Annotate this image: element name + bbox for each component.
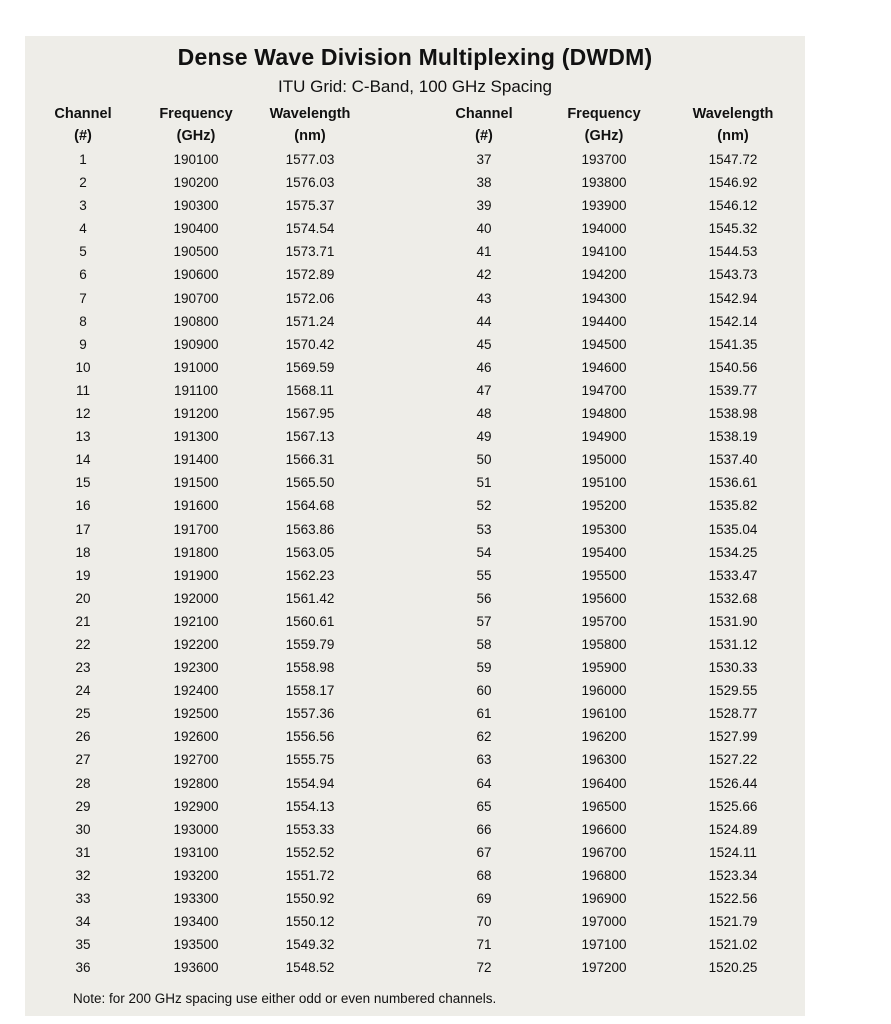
cell-channel: 19 [75, 567, 91, 583]
cell-wavelength: 1537.40 [708, 452, 758, 468]
cell-frequency: 190400 [173, 221, 219, 237]
cell-frequency: 192700 [173, 752, 219, 768]
cell-frequency: 192900 [173, 798, 219, 814]
cell-frequency: 191500 [173, 475, 219, 491]
cell-channel: 48 [476, 406, 492, 422]
cell-channel: 20 [75, 590, 91, 606]
cell-frequency: 192200 [173, 636, 219, 652]
cell-wavelength: 1527.22 [708, 752, 758, 768]
table-row [25, 448, 805, 471]
cell-wavelength: 1567.95 [285, 406, 335, 422]
cell-channel: 25 [75, 706, 91, 722]
table-row [25, 702, 805, 725]
cell-wavelength: 1523.34 [708, 867, 758, 883]
table-row [25, 402, 805, 425]
cell-frequency: 197000 [581, 914, 627, 930]
cell-frequency: 196900 [581, 891, 627, 906]
cell-wavelength: 1543.73 [708, 267, 758, 283]
cell-wavelength: 1521.79 [708, 914, 758, 930]
table-row [25, 587, 805, 610]
cell-frequency: 190500 [173, 244, 219, 260]
cell-wavelength: 1563.05 [285, 544, 335, 560]
cell-channel: 64 [476, 775, 492, 791]
cell-wavelength: 1560.61 [285, 613, 335, 629]
header-line2: (nm) [717, 128, 749, 144]
cell-frequency: 195000 [581, 452, 627, 468]
cell-frequency: 193300 [173, 891, 219, 906]
cell-wavelength: 1553.33 [285, 821, 335, 837]
cell-frequency: 193200 [173, 867, 219, 883]
cell-frequency: 193900 [581, 198, 627, 214]
cell-frequency: 196300 [581, 752, 627, 768]
header-wavelength-left [270, 103, 351, 147]
cell-frequency: 191100 [173, 382, 219, 398]
cell-wavelength: 1520.25 [708, 960, 758, 976]
cell-frequency: 195400 [581, 544, 627, 560]
cell-channel: 15 [75, 475, 91, 491]
cell-channel: 29 [75, 798, 91, 814]
cell-frequency: 194500 [581, 336, 627, 352]
cell-channel: 12 [75, 406, 91, 422]
table-row [25, 333, 805, 356]
table-row [25, 725, 805, 748]
cell-channel: 22 [75, 636, 91, 652]
cell-frequency: 191000 [173, 359, 219, 375]
cell-wavelength: 1530.33 [708, 660, 758, 676]
cell-channel: 70 [476, 914, 492, 930]
cell-wavelength: 1540.56 [708, 359, 758, 375]
cell-wavelength: 1524.89 [708, 821, 758, 837]
table-row [25, 772, 805, 795]
cell-frequency: 194400 [581, 313, 627, 329]
cell-channel: 36 [75, 960, 91, 976]
table-row [25, 356, 805, 379]
cell-channel: 9 [79, 336, 87, 352]
cell-frequency: 191300 [173, 429, 219, 445]
cell-wavelength: 1554.94 [285, 775, 335, 791]
cell-frequency: 191900 [173, 567, 219, 583]
cell-channel: 8 [79, 313, 87, 329]
cell-frequency: 192600 [173, 729, 219, 745]
table-row [25, 287, 805, 310]
header-line2: (#) [74, 128, 92, 144]
cell-wavelength: 1565.50 [285, 475, 335, 491]
cell-frequency: 196800 [581, 867, 627, 883]
cell-frequency: 195500 [581, 567, 627, 583]
cell-wavelength: 1550.92 [285, 891, 335, 906]
cell-wavelength: 1532.68 [708, 590, 758, 606]
dwdm-table-sheet [25, 36, 805, 1016]
cell-wavelength: 1529.55 [708, 683, 758, 699]
cell-frequency: 191700 [173, 521, 219, 537]
cell-frequency: 191600 [173, 498, 219, 514]
cell-channel: 47 [476, 382, 492, 398]
cell-frequency: 197200 [581, 960, 627, 976]
cell-wavelength: 1572.06 [285, 290, 335, 306]
cell-wavelength: 1566.31 [285, 452, 335, 468]
cell-wavelength: 1522.56 [708, 891, 758, 906]
cell-wavelength: 1558.17 [285, 683, 335, 699]
cell-channel: 27 [75, 752, 91, 768]
cell-channel: 65 [476, 798, 492, 814]
cell-channel: 42 [476, 267, 492, 283]
cell-channel: 10 [75, 359, 91, 375]
cell-wavelength: 1574.54 [285, 221, 335, 237]
cell-wavelength: 1542.14 [708, 313, 758, 329]
cell-frequency: 195100 [581, 475, 627, 491]
cell-frequency: 193600 [173, 960, 219, 976]
page-title: Dense Wave Division Multiplexing (DWDM) [177, 44, 653, 70]
table-row [25, 425, 805, 448]
cell-channel: 66 [476, 821, 492, 837]
cell-frequency: 195700 [581, 613, 627, 629]
cell-wavelength: 1548.52 [285, 960, 335, 976]
cell-channel: 31 [75, 844, 91, 860]
cell-wavelength: 1528.77 [708, 706, 758, 722]
cell-channel: 55 [476, 567, 492, 583]
header-line1: Wavelength [692, 106, 774, 122]
cell-wavelength: 1549.32 [285, 937, 335, 953]
cell-channel: 28 [75, 775, 91, 791]
cell-channel: 59 [476, 660, 492, 676]
header-line1: Channel [54, 106, 112, 122]
header-line2: (nm) [294, 128, 326, 144]
table-row [25, 564, 805, 587]
cell-channel: 57 [476, 613, 492, 629]
cell-channel: 67 [476, 844, 492, 860]
header-line1: Wavelength [269, 106, 351, 122]
header-line1: Frequency [159, 106, 233, 122]
cell-frequency: 190900 [173, 336, 219, 352]
cell-channel: 71 [476, 937, 492, 953]
cell-channel: 30 [75, 821, 91, 837]
cell-frequency: 196700 [581, 844, 627, 860]
cell-wavelength: 1564.68 [285, 498, 335, 514]
cell-channel: 46 [476, 359, 492, 375]
cell-frequency: 192500 [173, 706, 219, 722]
table-row [25, 240, 805, 263]
table-row [25, 518, 805, 541]
cell-frequency: 192400 [173, 683, 219, 699]
cell-wavelength: 1544.53 [708, 244, 758, 260]
cell-frequency: 190700 [173, 290, 219, 306]
cell-wavelength: 1533.47 [708, 567, 758, 583]
cell-wavelength: 1573.71 [285, 244, 335, 260]
cell-wavelength: 1546.92 [708, 175, 758, 191]
cell-frequency: 195300 [581, 521, 627, 537]
cell-wavelength: 1568.11 [286, 382, 334, 398]
cell-channel: 26 [75, 729, 91, 745]
cell-wavelength: 1539.77 [708, 382, 758, 398]
table-row [25, 656, 805, 679]
cell-frequency: 193800 [581, 175, 627, 191]
cell-wavelength: 1538.98 [708, 406, 758, 422]
cell-frequency: 190800 [173, 313, 219, 329]
cell-wavelength: 1562.23 [285, 567, 335, 583]
table-row [25, 494, 805, 517]
cell-channel: 5 [79, 244, 87, 260]
cell-channel: 44 [476, 313, 492, 329]
table-row [25, 310, 805, 333]
cell-wavelength: 1558.98 [285, 660, 335, 676]
cell-wavelength: 1541.35 [708, 336, 758, 352]
cell-channel: 16 [75, 498, 91, 514]
footnote: Note: for 200 GHz spacing use either odd or even numbered channels. [73, 991, 497, 1006]
table-header [25, 103, 805, 149]
cell-wavelength: 1575.37 [285, 198, 335, 214]
cell-channel: 45 [476, 336, 492, 352]
cell-channel: 52 [476, 498, 492, 514]
cell-frequency: 196100 [581, 706, 627, 722]
cell-channel: 35 [75, 937, 91, 953]
cell-wavelength: 1545.32 [708, 221, 758, 237]
cell-frequency: 190200 [173, 175, 219, 191]
cell-channel: 43 [476, 290, 492, 306]
table-row [25, 933, 805, 956]
cell-frequency: 194700 [581, 382, 627, 398]
cell-channel: 38 [476, 175, 492, 191]
cell-channel: 11 [75, 382, 91, 398]
cell-wavelength: 1526.44 [708, 775, 758, 791]
cell-wavelength: 1569.59 [285, 359, 335, 375]
cell-wavelength: 1555.75 [285, 752, 335, 768]
table-row [25, 679, 805, 702]
cell-frequency: 193400 [173, 914, 219, 930]
cell-frequency: 194800 [581, 406, 627, 422]
cell-wavelength: 1546.12 [708, 198, 758, 214]
cell-channel: 39 [476, 198, 492, 214]
table-row [25, 541, 805, 564]
cell-frequency: 193000 [173, 821, 219, 837]
cell-channel: 40 [476, 221, 492, 237]
table-row [25, 795, 805, 818]
cell-wavelength: 1542.94 [708, 290, 758, 306]
cell-channel: 7 [79, 290, 87, 306]
cell-frequency: 195600 [581, 590, 627, 606]
cell-frequency: 194200 [581, 267, 627, 283]
cell-channel: 62 [476, 729, 492, 745]
cell-frequency: 197100 [581, 937, 627, 953]
header-line1: Frequency [567, 106, 641, 122]
header-line2: (GHz) [176, 128, 216, 144]
cell-wavelength: 1571.24 [285, 313, 335, 329]
table-row [25, 864, 805, 887]
cell-frequency: 191400 [173, 452, 219, 468]
cell-channel: 34 [75, 914, 91, 930]
cell-channel: 32 [75, 867, 91, 883]
header-channel-right [455, 103, 512, 147]
cell-wavelength: 1559.79 [285, 636, 335, 652]
cell-wavelength: 1563.86 [285, 521, 335, 537]
cell-wavelength: 1577.03 [285, 152, 335, 167]
cell-frequency: 195900 [581, 660, 627, 676]
cell-frequency: 191200 [173, 406, 219, 422]
cell-channel: 68 [476, 867, 492, 883]
table-row [25, 379, 805, 402]
table-body [25, 148, 805, 979]
cell-wavelength: 1531.90 [708, 613, 758, 629]
cell-channel: 50 [476, 452, 492, 468]
table-row [25, 956, 805, 979]
cell-frequency: 190100 [173, 152, 219, 167]
cell-frequency: 194300 [581, 290, 627, 306]
cell-channel: 33 [75, 891, 91, 906]
cell-wavelength: 1535.04 [708, 521, 758, 537]
table-row [25, 194, 805, 217]
table-row [25, 887, 805, 910]
cell-channel: 6 [79, 267, 87, 283]
table-row [25, 610, 805, 633]
cell-frequency: 194600 [581, 359, 627, 375]
cell-frequency: 195200 [581, 498, 627, 514]
cell-frequency: 192300 [173, 660, 219, 676]
cell-wavelength: 1556.56 [285, 729, 335, 745]
cell-channel: 1 [79, 152, 87, 167]
cell-wavelength: 1570.42 [285, 336, 335, 352]
header-line2: (GHz) [584, 128, 624, 144]
cell-channel: 69 [476, 891, 492, 906]
header-line1: Channel [455, 106, 513, 122]
cell-wavelength: 1535.82 [708, 498, 758, 514]
cell-frequency: 196400 [581, 775, 627, 791]
cell-frequency: 191800 [173, 544, 219, 560]
header-wavelength-right [693, 103, 774, 147]
cell-channel: 4 [79, 221, 87, 237]
cell-wavelength: 1551.72 [285, 867, 335, 883]
cell-wavelength: 1547.72 [708, 152, 758, 167]
cell-frequency: 192100 [173, 613, 219, 629]
cell-channel: 60 [476, 683, 492, 699]
cell-wavelength: 1557.36 [285, 706, 335, 722]
cell-channel: 54 [476, 544, 492, 560]
cell-wavelength: 1525.66 [708, 798, 758, 814]
table-row [25, 633, 805, 656]
cell-frequency: 194900 [581, 429, 627, 445]
header-channel-left [54, 103, 111, 147]
cell-channel: 17 [75, 521, 91, 537]
cell-channel: 61 [476, 706, 492, 722]
cell-channel: 3 [79, 198, 87, 214]
cell-channel: 41 [476, 244, 492, 260]
table-row [25, 910, 805, 933]
table-row [25, 263, 805, 286]
cell-channel: 14 [75, 452, 91, 468]
cell-channel: 53 [476, 521, 492, 537]
cell-channel: 72 [476, 960, 492, 976]
cell-frequency: 196600 [581, 821, 627, 837]
table-row [25, 748, 805, 771]
cell-wavelength: 1536.61 [708, 475, 758, 491]
page-subtitle: ITU Grid: C-Band, 100 GHz Spacing [277, 77, 552, 96]
cell-wavelength: 1572.89 [285, 267, 335, 283]
cell-frequency: 192800 [173, 775, 219, 791]
header-line2: (#) [475, 128, 493, 144]
table-row [25, 148, 805, 171]
cell-wavelength: 1550.12 [285, 914, 335, 930]
cell-channel: 58 [476, 636, 492, 652]
cell-wavelength: 1521.02 [708, 937, 758, 953]
cell-frequency: 190600 [173, 267, 219, 283]
cell-frequency: 196200 [581, 729, 627, 745]
cell-wavelength: 1531.12 [708, 636, 758, 652]
table-row [25, 471, 805, 494]
header-frequency-right [567, 103, 640, 147]
cell-frequency: 194100 [581, 244, 627, 260]
cell-channel: 23 [75, 660, 91, 676]
cell-frequency: 194000 [581, 221, 627, 237]
cell-channel: 56 [476, 590, 492, 606]
cell-wavelength: 1534.25 [708, 544, 758, 560]
cell-wavelength: 1552.52 [285, 844, 335, 860]
cell-frequency: 190300 [173, 198, 219, 214]
cell-channel: 24 [75, 683, 91, 699]
cell-frequency: 192000 [173, 590, 219, 606]
cell-wavelength: 1567.13 [285, 429, 335, 445]
cell-channel: 2 [79, 175, 87, 191]
cell-channel: 63 [476, 752, 492, 768]
cell-frequency: 193500 [173, 937, 219, 953]
cell-wavelength: 1576.03 [285, 175, 335, 191]
cell-wavelength: 1554.13 [285, 798, 335, 814]
cell-wavelength: 1527.99 [708, 729, 758, 745]
cell-channel: 18 [75, 544, 91, 560]
cell-wavelength: 1524.11 [709, 844, 757, 860]
cell-wavelength: 1561.42 [285, 590, 335, 606]
table-row [25, 841, 805, 864]
cell-wavelength: 1538.19 [708, 429, 758, 445]
table-row [25, 217, 805, 240]
cell-frequency: 193100 [173, 844, 219, 860]
cell-frequency: 196500 [581, 798, 627, 814]
cell-frequency: 195800 [581, 636, 627, 652]
cell-frequency: 193700 [581, 152, 627, 167]
cell-channel: 13 [75, 429, 91, 445]
table-row [25, 818, 805, 841]
cell-channel: 49 [476, 429, 492, 445]
cell-channel: 51 [476, 475, 492, 491]
cell-frequency: 196000 [581, 683, 627, 699]
cell-channel: 37 [476, 152, 492, 167]
table-row [25, 171, 805, 194]
header-frequency-left [159, 103, 232, 147]
cell-channel: 21 [75, 613, 91, 629]
